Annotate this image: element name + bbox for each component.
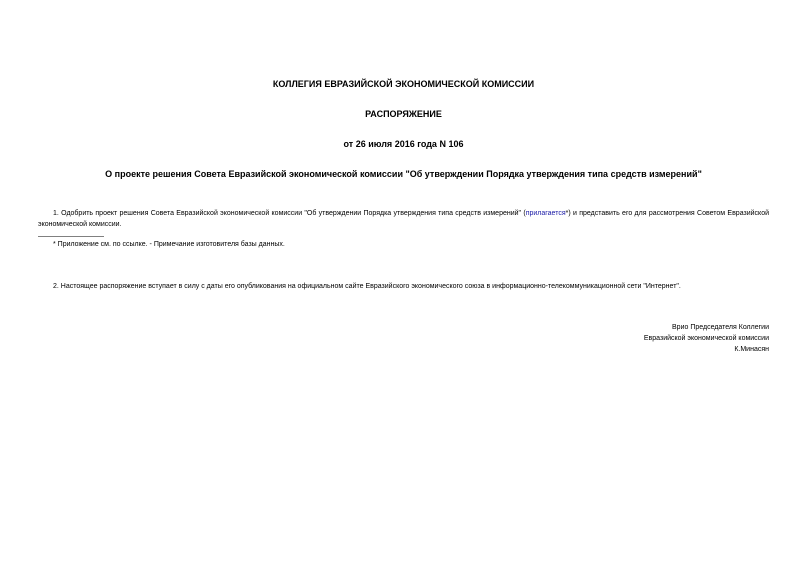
issuer-heading: КОЛЛЕГИЯ ЕВРАЗИЙСКОЙ ЭКОНОМИЧЕСКОЙ КОМИССИИ — [272, 79, 535, 89]
paragraph-1-text-end: *) и представить его для рассмотрения Советом Евразийской экономической комиссии. — [38, 210, 769, 228]
paragraph-1 — [38, 208, 769, 230]
signature-block — [644, 322, 769, 355]
footnote-divider — [38, 236, 104, 237]
footnote: * Приложение см. по ссылке. - Примечание изготовителя базы данных. — [53, 241, 285, 248]
signatory-title: Врио Председателя Коллегии — [672, 324, 769, 331]
subject-heading: О проекте решения Совета Евразийской экономической комиссии "Об утверждении Порядка утверждения типа средств измерений" — [105, 169, 702, 179]
paragraph-1-text-start: 1. Одобрить проект решения Совета Евразийской экономической комиссии "Об утверждении Порядка утверждения типа средств измерений" ( — [53, 210, 526, 217]
attachment-link[interactable]: прилагается — [525, 210, 566, 217]
signatory-organization: Евразийской экономической комиссии — [643, 335, 769, 342]
document-type-heading: РАСПОРЯЖЕНИЕ — [365, 109, 442, 119]
paragraph-2: 2. Настоящее распоряжение вступает в силу с даты его опубликования на официальном сайте Евразийского экономического союза в информационно-телекоммуникационной сети "Интернет". — [53, 283, 681, 290]
signatory-name: К.Минасян — [734, 346, 769, 353]
date-number-heading: от 26 июля 2016 года N 106 — [343, 139, 464, 149]
